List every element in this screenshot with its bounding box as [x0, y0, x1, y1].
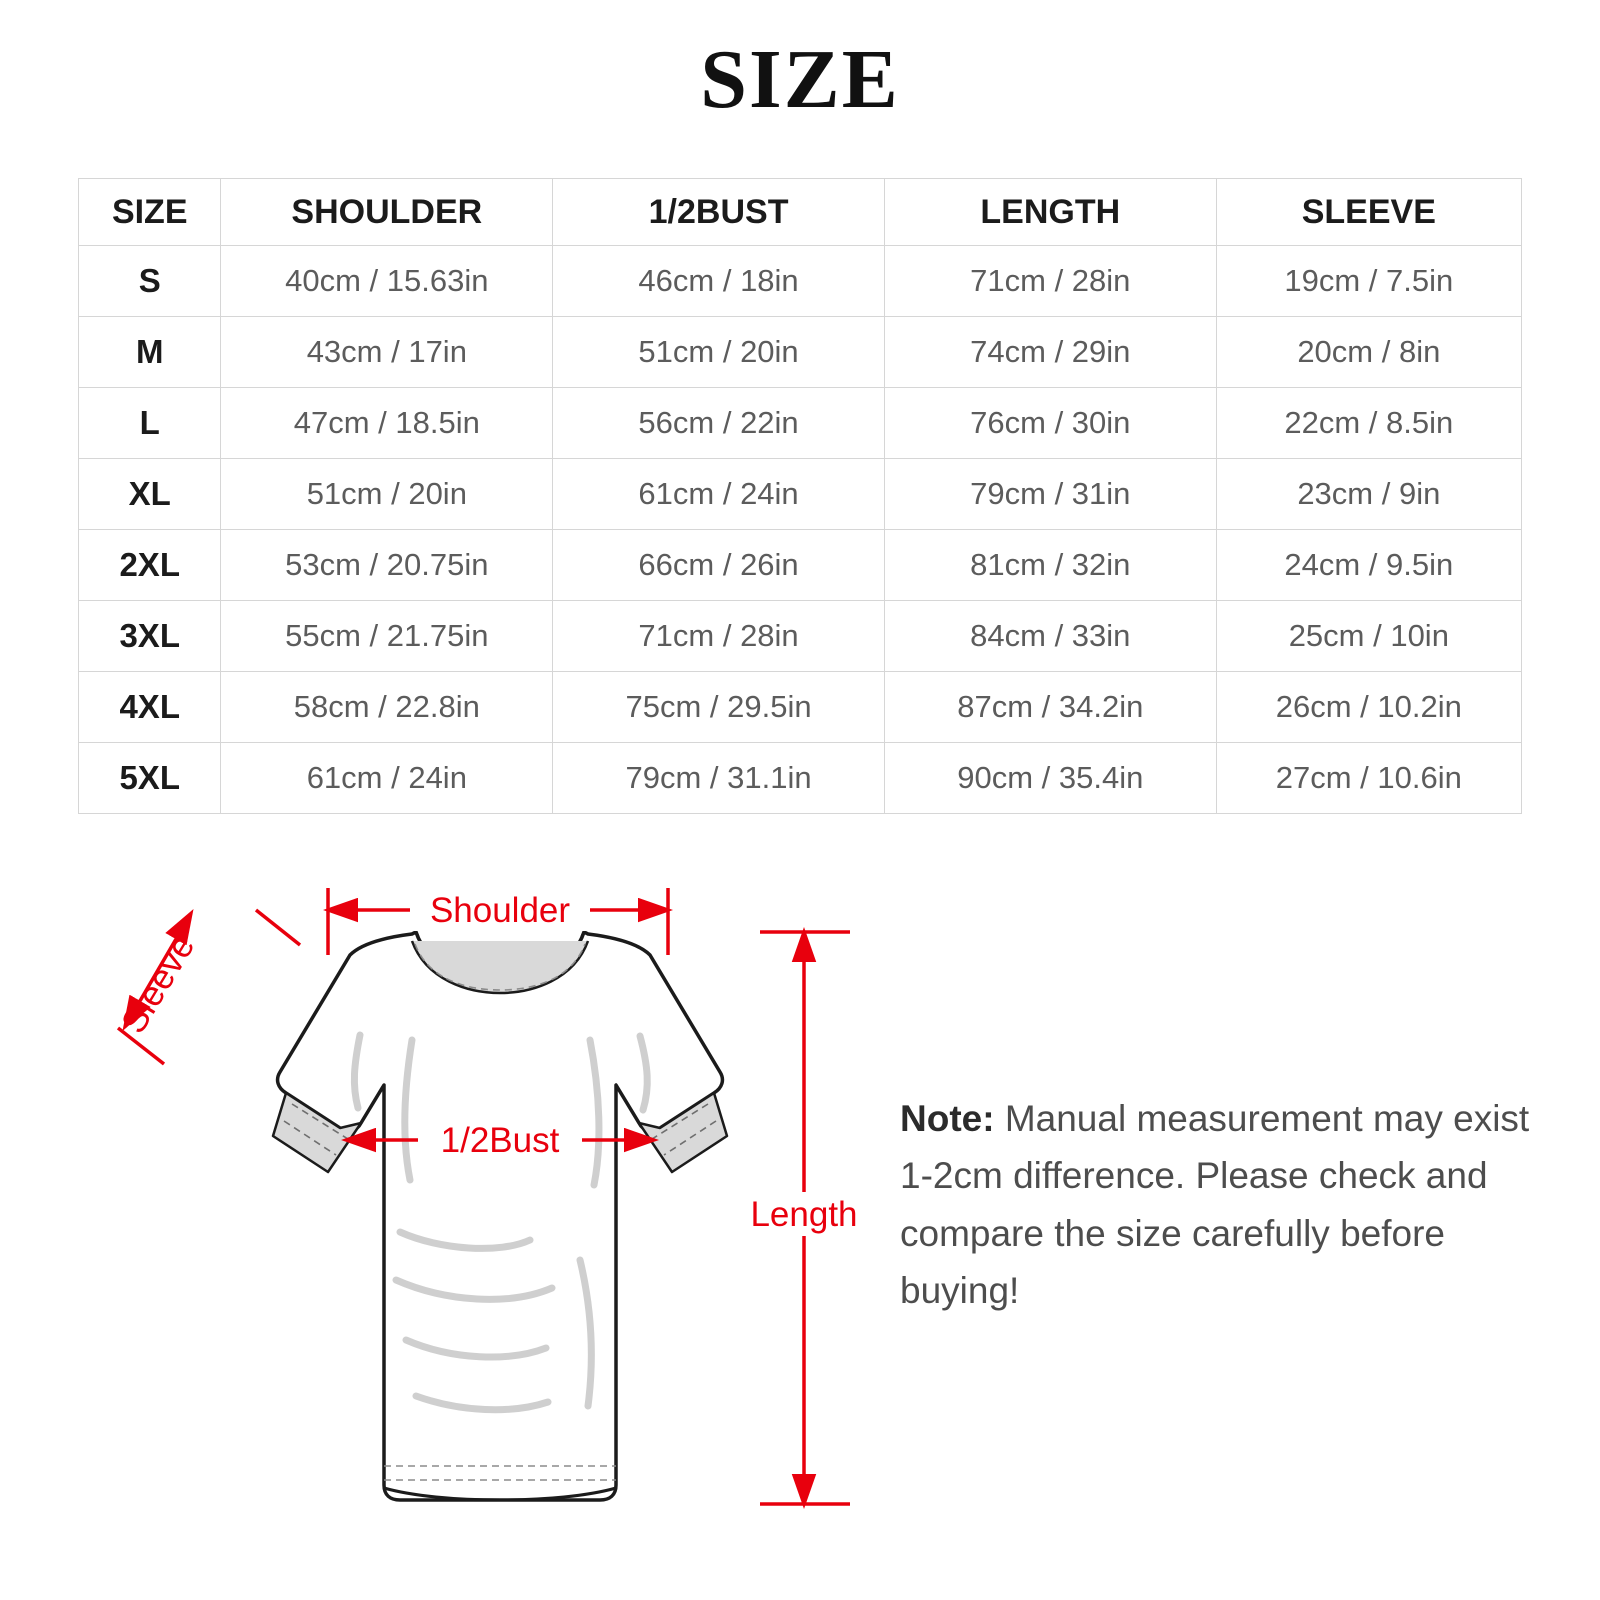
measurement-diagram — [60, 840, 860, 1580]
cell-sleeve: 22cm / 8.5in — [1216, 388, 1521, 459]
table-row — [79, 459, 1522, 530]
cell-length: 90cm / 35.4in — [884, 743, 1216, 814]
table-row — [79, 317, 1522, 388]
cell-sleeve: 20cm / 8in — [1216, 317, 1521, 388]
table-row — [79, 601, 1522, 672]
shoulder-label: Shoulder — [429, 891, 571, 930]
cell-shoulder: 61cm / 24in — [221, 743, 553, 814]
cell-bust: 66cm / 26in — [553, 530, 885, 601]
cell-size: XL — [79, 459, 221, 530]
cell-length: 76cm / 30in — [884, 388, 1216, 459]
cell-shoulder: 58cm / 22.8in — [221, 672, 553, 743]
column-header-size: SIZE — [79, 179, 221, 246]
cell-shoulder: 40cm / 15.63in — [221, 246, 553, 317]
cell-sleeve: 19cm / 7.5in — [1216, 246, 1521, 317]
table-row — [79, 743, 1522, 814]
page-title: SIZE — [700, 33, 900, 126]
cell-shoulder: 51cm / 20in — [221, 459, 553, 530]
cell-size: M — [79, 317, 221, 388]
cell-bust: 75cm / 29.5in — [553, 672, 885, 743]
note-label: Note: — [900, 1098, 995, 1139]
cell-length: 71cm / 28in — [884, 246, 1216, 317]
column-header-sleeve: SLEEVE — [1216, 179, 1521, 246]
cell-shoulder: 53cm / 20.75in — [221, 530, 553, 601]
cell-size: 5XL — [79, 743, 221, 814]
cell-size: L — [79, 388, 221, 459]
cell-bust: 61cm / 24in — [553, 459, 885, 530]
cell-shoulder: 55cm / 21.75in — [221, 601, 553, 672]
table-row — [79, 388, 1522, 459]
note-text: Manual measurement may exist 1-2cm difference. Please check and compare the size carefully before buying! — [900, 1098, 1530, 1312]
sleeve-label: Sleeve — [113, 928, 203, 1040]
cell-bust: 79cm / 31.1in — [553, 743, 885, 814]
cell-sleeve: 25cm / 10in — [1216, 601, 1521, 672]
note-block — [900, 1090, 1540, 1319]
column-header-bust: 1/2BUST — [553, 179, 885, 246]
cell-size: 3XL — [79, 601, 221, 672]
column-header-length: LENGTH — [884, 179, 1216, 246]
length-label: Length — [750, 1195, 858, 1234]
cell-bust: 56cm / 22in — [553, 388, 885, 459]
cell-length: 74cm / 29in — [884, 317, 1216, 388]
cell-length: 79cm / 31in — [884, 459, 1216, 530]
cell-shoulder: 43cm / 17in — [221, 317, 553, 388]
cell-bust: 71cm / 28in — [553, 601, 885, 672]
cell-shoulder: 47cm / 18.5in — [221, 388, 553, 459]
cell-sleeve: 26cm / 10.2in — [1216, 672, 1521, 743]
cell-sleeve: 27cm / 10.6in — [1216, 743, 1521, 814]
bust-label: 1/2Bust — [440, 1121, 560, 1160]
cell-bust: 51cm / 20in — [553, 317, 885, 388]
cell-bust: 46cm / 18in — [553, 246, 885, 317]
table-row — [79, 672, 1522, 743]
cell-size: 2XL — [79, 530, 221, 601]
size-chart-table — [78, 178, 1522, 814]
cell-size: 4XL — [79, 672, 221, 743]
table-row — [79, 246, 1522, 317]
cell-sleeve: 23cm / 9in — [1216, 459, 1521, 530]
column-header-shoulder: SHOULDER — [221, 179, 553, 246]
table-row — [79, 530, 1522, 601]
table-header-row — [79, 179, 1522, 246]
tshirt-illustration — [273, 932, 727, 1500]
cell-size: S — [79, 246, 221, 317]
cell-length: 87cm / 34.2in — [884, 672, 1216, 743]
cell-length: 81cm / 32in — [884, 530, 1216, 601]
cell-sleeve: 24cm / 9.5in — [1216, 530, 1521, 601]
cell-length: 84cm / 33in — [884, 601, 1216, 672]
